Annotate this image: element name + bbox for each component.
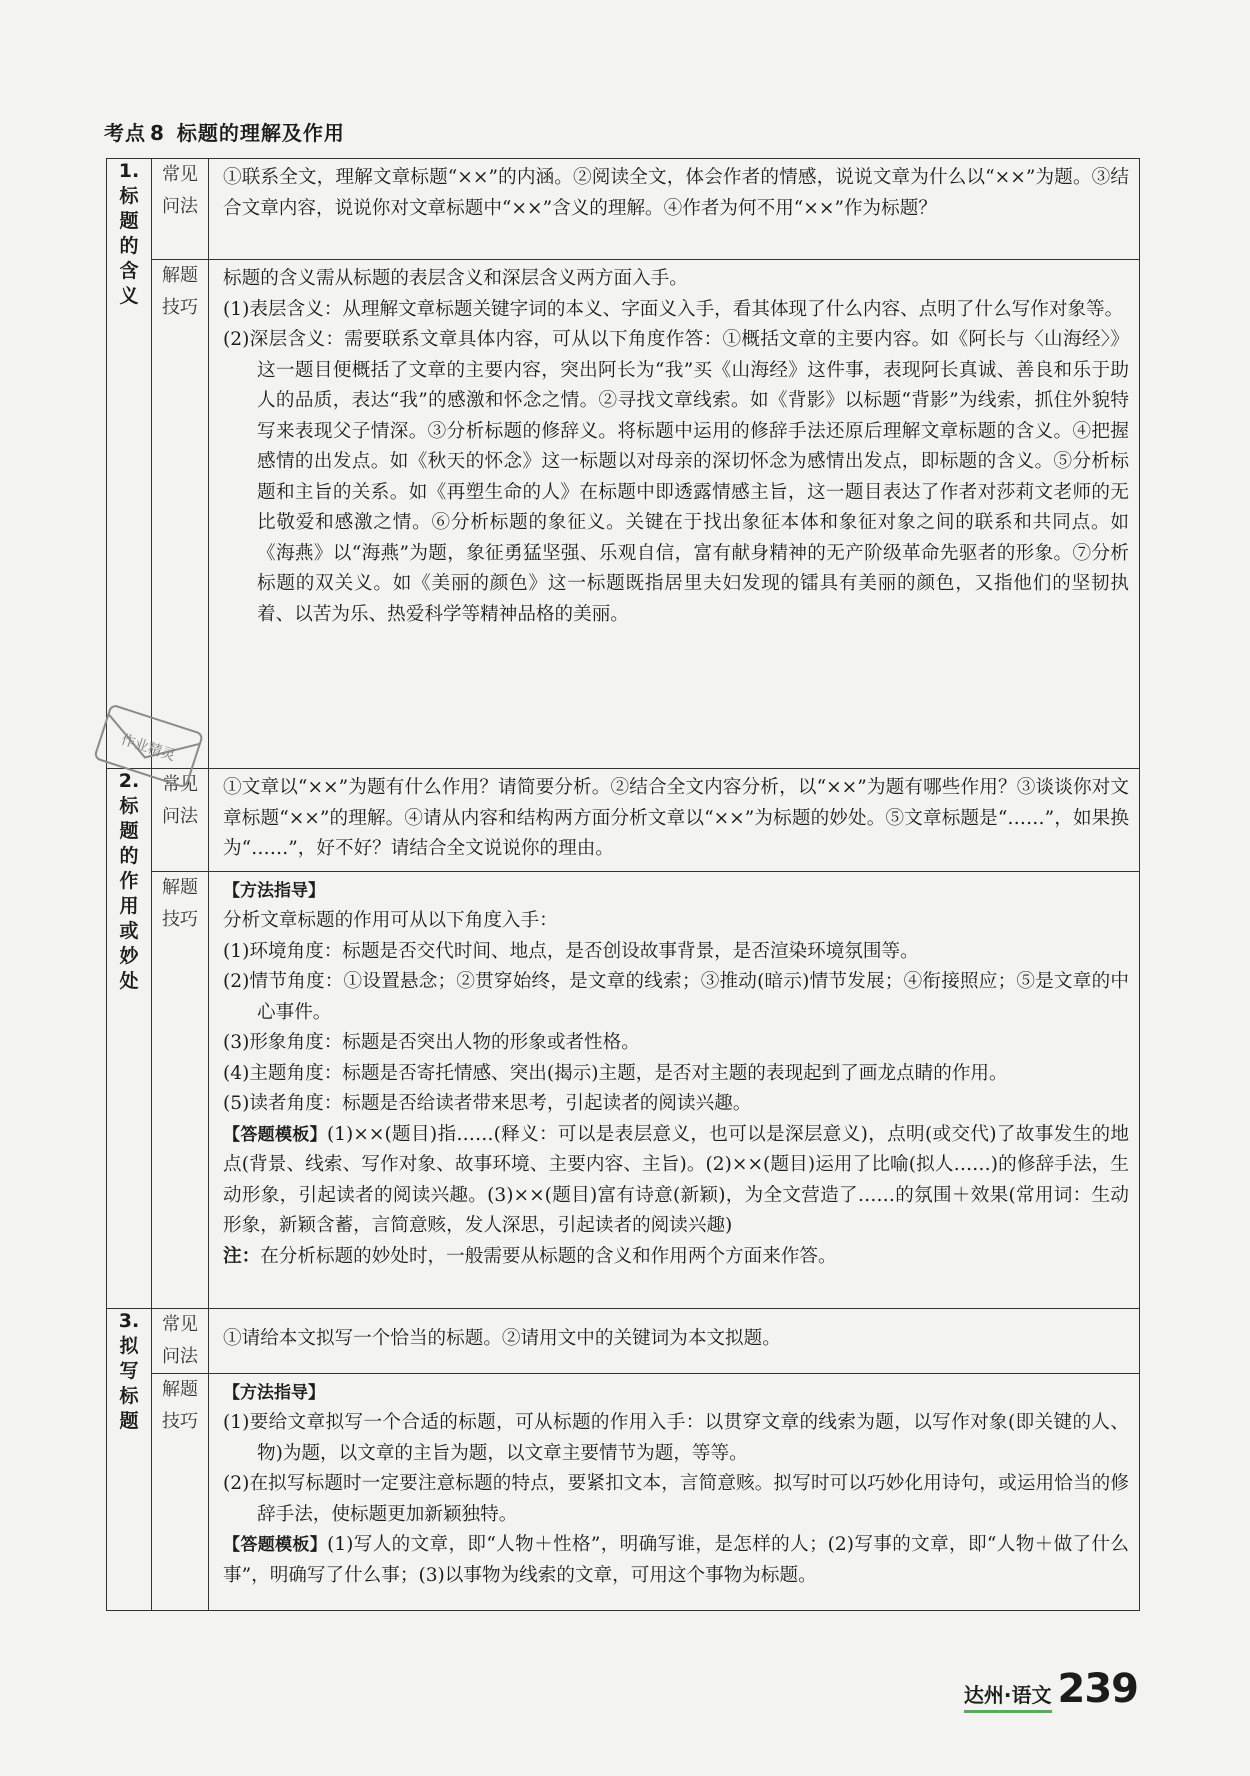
section-char: 题 bbox=[119, 210, 139, 232]
stamp-text: 作业精灵 bbox=[118, 731, 178, 765]
section-char: 或 bbox=[119, 920, 139, 942]
label-line: 问法 bbox=[162, 196, 198, 217]
method-guide-title: 【方法指导】 bbox=[223, 880, 325, 901]
tips-item: (2)深层含义：需要联系文章具体内容，可从以下角度作答：①概括文章的主要内容。如《阿长与〈山海经〉》这一题目便概括了文章的主要内容，突出阿长为“我”买《山海经》这件事，表现阿长真诚、善良和乐于助人的品质，表达“我”的感激和怀念之情。②寻找文章线索。如《背影》以标题“背影”为线索，抓住外貌特写来表现父子情深。③分析标题的修辞义。将标题中运用的修辞手法还原后理解文章标题的含义。④把握感情的出发点。如《秋天的怀念》这一标题以对母亲的深切怀念为感情出发点，即标题的含义。⑤分析标题和主旨的关系。如《再塑生命的人》在标题中即透露情感主旨，这一题目表达了作者对莎莉文老师的无比敬爱和感激之情。⑥分析标题的象征义。关键在于找出象征本体和象征对象之间的联系和共同点。如《海燕》以“海燕”为题，象征勇猛坚强、乐观自信，富有献身精神的无产阶级革命先驱者的形象。⑦分析标题的双关义。如《美丽的颜色》这一标题既指居里夫妇发现的镭具有美丽的颜色，又指他们的坚韧执着、以苦为乐、热爱科学等精神品格的美丽。 bbox=[223, 329, 1129, 625]
section-char: 用 bbox=[119, 895, 139, 917]
label-line: 解题 bbox=[162, 265, 198, 286]
method-item: (1)要给文章拟写一个合适的标题，可从标题的作用入手：以贯穿文章的线索为题，以写作对象(即关键的人、物)为题，以文章的主旨为题，以文章主要情节为题，等等。 bbox=[223, 1412, 1129, 1464]
section-char: 标 bbox=[119, 185, 139, 207]
page-title bbox=[104, 117, 345, 146]
section-number: 1. bbox=[118, 160, 140, 182]
method-intro: 分析文章标题的作用可从以下角度入手： bbox=[223, 910, 558, 931]
table-row bbox=[107, 260, 1140, 769]
section-char: 题 bbox=[119, 1409, 139, 1432]
common-questions-label bbox=[152, 159, 209, 260]
common-questions-text: ①文章以“××”为题有什么作用？请简要分析。②结合全文内容分析，以“××”为题有哪些作用？③谈谈你对文章标题“××”的理解。④请从内容和结构两方面分析文章以“××”为标题的妙处。⑤文章标题是“……”，如果换为“……”，好不好？请结合全文说说你的理由。 bbox=[223, 777, 1129, 859]
method-item: (2)情节角度：①设置悬念；②贯穿始终，是文章的线索；③推动(暗示)情节发展；④衔接照应；⑤是文章的中心事件。 bbox=[223, 971, 1129, 1023]
title-number: 8 bbox=[150, 121, 165, 145]
section-char: 拟 bbox=[119, 1334, 139, 1357]
section-char: 作 bbox=[119, 870, 139, 892]
section-number: 3. bbox=[118, 1309, 140, 1332]
label-line: 技巧 bbox=[162, 297, 198, 318]
answer-template-text: (1)写人的文章，即“人物＋性格”，明确写谁，是怎样的人；(2)写事的文章，即“人物＋做了什么事”，明确写了什么事；(3)以事物为线索的文章，可用这个事物为标题。 bbox=[223, 1534, 1129, 1586]
common-questions-content bbox=[209, 769, 1140, 872]
label-line: 常见 bbox=[162, 774, 198, 795]
section-char: 义 bbox=[119, 285, 139, 307]
page-footer bbox=[964, 1666, 1138, 1713]
watermark-stamp bbox=[78, 688, 218, 808]
method-item: (5)读者角度：标题是否给读者带来思考，引起读者的阅读兴趣。 bbox=[223, 1093, 752, 1114]
section-char: 标 bbox=[119, 795, 139, 817]
table-row bbox=[107, 769, 1140, 872]
method-item: (1)环境角度：标题是否交代时间、地点，是否创设故事背景，是否渲染环境氛围等。 bbox=[223, 940, 919, 962]
section-char: 的 bbox=[119, 235, 139, 257]
page-number: 239 bbox=[1057, 1666, 1138, 1712]
tips-intro: 标题的含义需从标题的表层含义和深层含义两方面入手。 bbox=[223, 268, 688, 289]
method-item: (2)在拟写标题时一定要注意标题的特点，要紧扣文本，言简意赅。拟写时可以巧妙化用诗句，或运用恰当的修辞手法，使标题更加新颖独特。 bbox=[223, 1473, 1129, 1525]
section-char: 的 bbox=[119, 845, 139, 867]
section-2-header bbox=[107, 769, 152, 1309]
method-guide-title: 【方法指导】 bbox=[223, 1382, 325, 1403]
solving-tips-content bbox=[209, 260, 1140, 769]
solving-tips-label bbox=[152, 871, 209, 1308]
answer-template-title: 【答题模板】 bbox=[223, 1124, 327, 1145]
solving-tips-content bbox=[209, 1373, 1140, 1610]
label-line: 解题 bbox=[162, 876, 198, 898]
section-number: 2. bbox=[118, 770, 140, 792]
method-item: (3)形象角度：标题是否突出人物的形象或者性格。 bbox=[223, 1032, 640, 1053]
label-line: 问法 bbox=[162, 1345, 198, 1367]
table-row bbox=[107, 159, 1140, 260]
table-row bbox=[107, 1308, 1140, 1373]
knowledge-table bbox=[106, 158, 1140, 1611]
answer-template-title: 【答题模板】 bbox=[223, 1535, 328, 1555]
label-line: 解题 bbox=[162, 1378, 198, 1400]
solving-tips-label bbox=[152, 1373, 209, 1610]
table-row bbox=[107, 1373, 1140, 1610]
answer-template-text: (1)××(题目)指……(释义：可以是表层意义，也可以是深层意义)，点明(或交代)了故事发生的地点(背景、线索、写作对象、故事环境、主要内容、主旨)。(2)××(题目)运用了比喻(拟人……)的修辞手法，生动形象，引起读者的阅读兴趣。(3)××(题目)富有诗意(新颖)，为全文营造了……的氛围＋效果(常用词：生动形象，新颖含蓄，言简意赅，发人深思，引起读者的阅读兴趣) bbox=[223, 1123, 1130, 1236]
table-row bbox=[107, 871, 1140, 1308]
note-text: 在分析标题的妙处时，一般需要从标题的含义和作用两个方面来作答。 bbox=[260, 1245, 837, 1267]
common-questions-text: ①联系全文，理解文章标题“××”的内涵。②阅读全文，体会作者的情感，说说文章为什么以“××”为题。③结合文章内容，说说你对文章标题中“××”含义的理解。④作者为何不用“××”作为标题？ bbox=[223, 167, 1129, 219]
solving-tips-content bbox=[209, 871, 1140, 1308]
common-questions-content bbox=[209, 1308, 1140, 1373]
section-char: 处 bbox=[119, 970, 139, 992]
common-questions-text: ①请给本文拟写一个恰当的标题。②请用文中的关键词为本文拟题。 bbox=[223, 1328, 781, 1350]
section-char: 含 bbox=[119, 260, 139, 282]
section-char: 妙 bbox=[119, 945, 139, 967]
tips-item: (1)表层含义：从理解文章标题关键字词的本义、字面义入手，看其体现了什么内容、点明了什么写作对象等。 bbox=[223, 298, 1124, 320]
section-char: 标 bbox=[119, 1384, 139, 1407]
section-3-header bbox=[107, 1308, 152, 1610]
label-line: 常见 bbox=[162, 1313, 198, 1335]
section-char: 写 bbox=[119, 1359, 139, 1382]
footer-subject: 达州·语文 bbox=[964, 1679, 1052, 1713]
section-1-header bbox=[107, 159, 152, 769]
label-line: 技巧 bbox=[162, 1410, 198, 1432]
label-line: 技巧 bbox=[162, 908, 198, 930]
note-label: 注： bbox=[223, 1245, 261, 1267]
title-text: 标题的理解及作用 bbox=[176, 121, 345, 145]
label-line: 问法 bbox=[162, 806, 198, 827]
method-item: (4)主题角度：标题是否寄托情感、突出(揭示)主题，是否对主题的表现起到了画龙点睛的作用。 bbox=[223, 1062, 1008, 1084]
section-char: 题 bbox=[119, 820, 139, 842]
common-questions-label bbox=[152, 1308, 209, 1373]
label-line: 常见 bbox=[162, 164, 198, 185]
common-questions-content bbox=[209, 159, 1140, 260]
title-prefix: 考点 bbox=[104, 121, 146, 145]
